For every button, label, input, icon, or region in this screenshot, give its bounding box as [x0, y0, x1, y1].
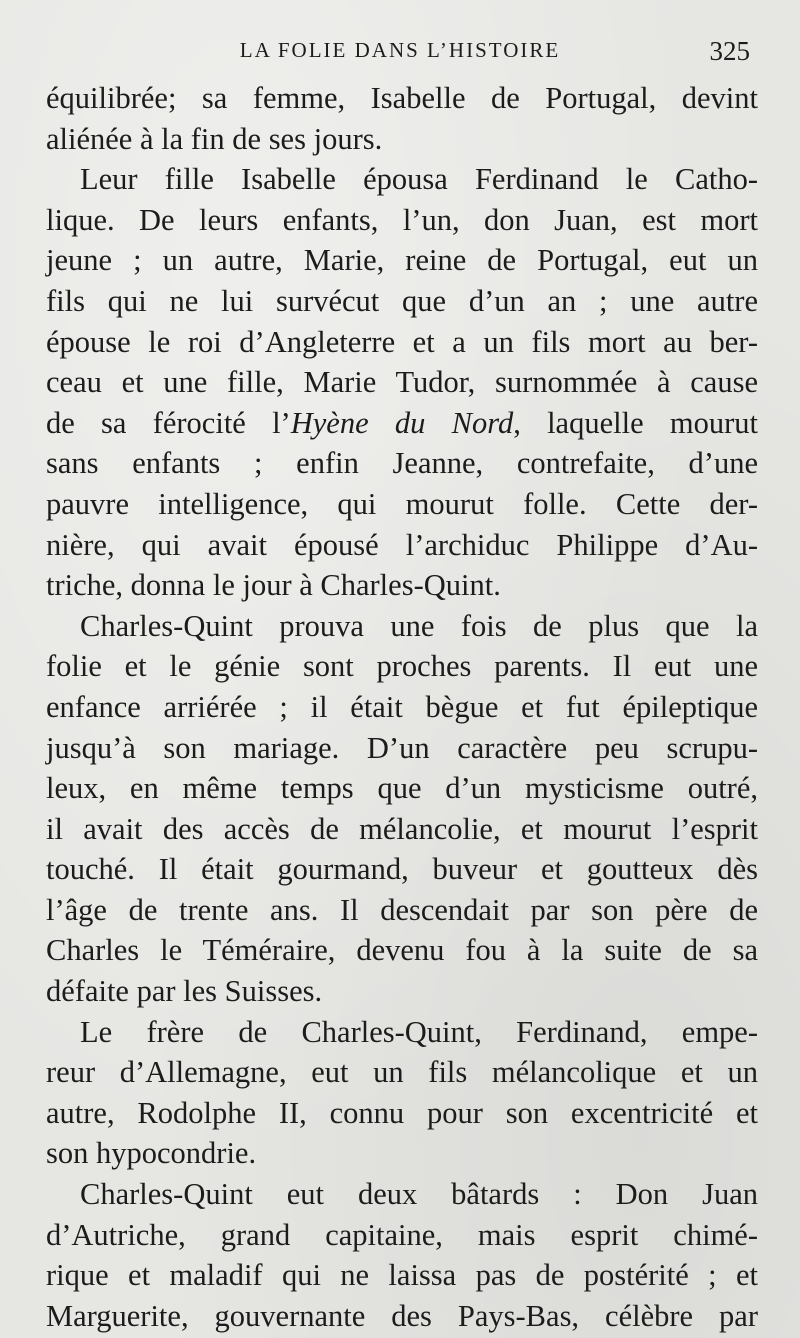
- text-line: Charles le Téméraire, devenu fou à la suite de sa: [46, 933, 758, 968]
- text-line: [46, 403, 758, 444]
- text-line: Leur fille Isabelle épousa Ferdinand le Catho-: [80, 162, 758, 197]
- text-line: aliénée à la fin de ses jours.: [46, 121, 383, 156]
- text-line: rique et maladif qui ne laissa pas de postérité ; et: [46, 1258, 758, 1293]
- page-number: 325: [709, 36, 750, 66]
- text-line: triche, donna le jour à Charles-Quint.: [46, 568, 501, 603]
- text-line: Charles-Quint prouva une fois de plus que la: [80, 608, 758, 643]
- text-line: nière, qui avait épousé l’archiduc Philippe d’Au-: [46, 527, 758, 562]
- text-line: Charles-Quint eut deux bâtards : Don Juan: [80, 1177, 758, 1212]
- body-text: [46, 78, 758, 1336]
- text-line: folie et le génie sont proches parents. Il eut une: [46, 649, 758, 684]
- italic-term: Hyène du Nord: [290, 405, 514, 440]
- text-line: lique. De leurs enfants, l’un, don Juan, est mort: [46, 202, 758, 237]
- text-line: touché. Il était gourmand, buveur et goutteux dès: [46, 852, 758, 887]
- text-line: fils qui ne lui survécut que d’un an ; une autre: [46, 283, 758, 318]
- text-line: jusqu’à son mariage. D’un caractère peu scrupu-: [46, 730, 758, 765]
- text-line: Marguerite, gouvernante des Pays-Bas, célèbre par: [46, 1298, 758, 1333]
- text-line: l’âge de trente ans. Il descendait par son père de: [46, 892, 758, 927]
- text-line: son hypocondrie.: [46, 1136, 257, 1171]
- text-line: autre, Rodolphe II, connu pour son excentricité et: [46, 1095, 758, 1130]
- text-line: leux, en même temps que d’un mysticisme outré,: [46, 771, 758, 806]
- text-line: il avait des accès de mélancolie, et mourut l’esprit: [46, 811, 758, 846]
- text-segment: de sa férocité l’: [46, 405, 291, 440]
- text-line: épouse le roi d’Angleterre et a un fils mort au ber-: [46, 324, 758, 359]
- text-line: d’Autriche, grand capitaine, mais esprit chimé-: [46, 1217, 758, 1252]
- text-line: enfance arriérée ; il était bègue et fut épileptique: [46, 689, 758, 724]
- text-line: pauvre intelligence, qui mourut folle. Cette der-: [46, 486, 758, 521]
- text-line: jeune ; un autre, Marie, reine de Portugal, eut un: [46, 243, 758, 278]
- running-head: [0, 36, 800, 70]
- text-segment: , laquelle mourut: [513, 405, 758, 440]
- text-line: reur d’Allemagne, eut un fils mélancolique et un: [46, 1055, 758, 1090]
- running-title: LA FOLIE DANS L’HISTOIRE: [239, 38, 561, 62]
- text-line: défaite par les Suisses.: [46, 974, 323, 1009]
- text-line: sans enfants ; enfin Jeanne, contrefaite, d’une: [46, 446, 758, 481]
- text-line: équilibrée; sa femme, Isabelle de Portugal, devint: [46, 81, 758, 115]
- text-line: Le frère de Charles-Quint, Ferdinand, empe-: [80, 1014, 758, 1049]
- text-line: ceau et une fille, Marie Tudor, surnommée à cause: [46, 365, 758, 400]
